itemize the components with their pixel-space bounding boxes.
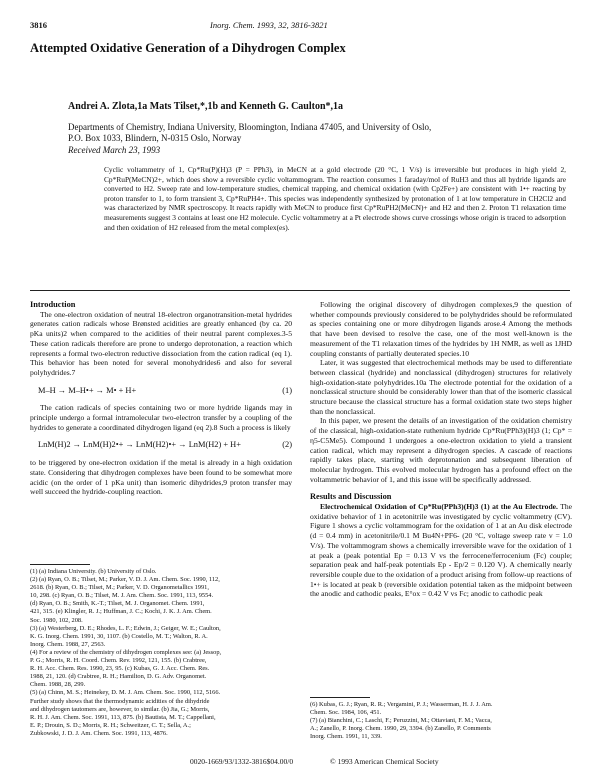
copyright: © 1993 American Chemical Society [330, 757, 439, 766]
footnote-line: (6) Kubas, G. J.; Ryan, R. R.; Vergamini, P. J.; Wasserman, H. J. J. Am. [310, 701, 493, 708]
equation-number: (1) [282, 385, 292, 395]
footnote-line: E. P.; Drouin, S. D.; Morris, R. H.; Schweitzer, C. T.; Sella, A.; [30, 721, 191, 729]
footnote-line: (5) (a) Chinn, M. S.; Heinekey, D. M. J. Am. Chem. Soc. 1990, 112, 5166. [30, 689, 221, 697]
footnote-line: Zubkowski, J. D. J. Am. Chem. Soc. 1991, 113, 4876. [30, 729, 168, 737]
paragraph: to be triggered by one-electron oxidation if the metal is already in a high oxidation state. Considering that dihydrogen complexes have been found to be somewhat more acidic (on the order of 1 pKa unit) than isomeric dihydrides,9 proton transfer may well succeed the hydride-coupling reaction. [30, 458, 292, 497]
footnote-line: A.; Zanello, P. Inorg. Chem. 1990, 29, 3394. (b) Zanello, P. Comments [310, 725, 491, 733]
footnote-rule [310, 697, 370, 698]
section-heading: Results and Discussion [310, 492, 392, 502]
author-list: Andrei A. Zlota,1a Mats Tilset,*,1b and Kenneth G. Caulton*,1a [68, 101, 344, 112]
equation-1 [30, 386, 292, 396]
footnote-line: Chem. Soc. 1984, 106, 451. [310, 709, 382, 717]
footnote-line: 421, 315. (e) Klingler, R. J.; Huffman, J. C.; Kochi, J. K. J. Am. Chem. [30, 608, 212, 616]
footnote-line: K. G. Inorg. Chem. 1991, 30, 1107. (b) Costello, M. T.; Walton, R. A. [30, 632, 208, 640]
footnote-line: Chem. 1988, 28, 299. [30, 681, 86, 689]
paragraph: The cation radicals of species containing two or more hydride ligands may in principle undergo a formal intramolecular two-electron transfer by a coupling of the hydrides to generate a coordinated dihydrogen ligand (eq 2).8 Such a process is likely [30, 403, 292, 432]
affiliation [68, 122, 558, 144]
paragraph: The one-electron oxidation of neutral 18-electron organotransition-metal hydrides generates cation radicals whose Brønsted acidities are greatly enhanced (by ca. 20 pKa units)2 when compared to the acidities of their neutral parent complexes.3-5 These cation radicals therefore are prone to undergo deprotonation, a reaction which represents a formal two-electron reductive dissociation from the cation radical (eq 1). This behavior has been noted for several monohydrides6 and also for several polyhydrides.7 [30, 309, 292, 377]
footnote-rule [30, 564, 90, 565]
footnote-line: (1) (a) Indiana University. (b) University of Oslo. [30, 568, 157, 575]
footnote-line: (2) (a) Ryan, O. B.; Tilset, M.; Parker, V. D. J. Am. Chem. Soc. 1990, 112, [30, 576, 220, 584]
footnote-line: and dihydrogen tautomers are, however, to similar. (b) Jia, G.; Morris, [30, 705, 210, 713]
footnotes-right [310, 701, 572, 741]
divider [30, 290, 570, 291]
left-column [30, 300, 292, 497]
paragraph: Later, it was suggested that electrochemical methods may be used to differentiate between classical (hydride) and nonclassical (dihydrogen) structures for relatively high-oxidation-state polyhydrides.10a The electrode potential for the oxidation of a nonclassical structure should be considerably lower than that of the isomeric classical structure because the classical structure has a formal oxidation state two steps higher than the nonclassical. [310, 358, 572, 416]
journal-citation: Inorg. Chem. 1993, 32, 3816-3821 [210, 20, 328, 30]
footnote-line: Soc. 1980, 102, 208. [30, 616, 83, 624]
affiliation-line: Departments of Chemistry, Indiana University, Bloomington, Indiana 47405, and University of Oslo, [68, 122, 432, 132]
paragraph: In this paper, we present the details of an investigation of the oxidation chemistry of the classical, high-oxidation-state ruthenium hydride Cp*Ru(PPh3)(H)3 (1; Cp* = η5-C5Me5). Compound 1 undergoes a one-electron oxidation to yield a transient cation radical, which may represent a dihydrogen species. A cascade of reactions rapidly takes place, starting with deprotonation and subsequent liberation of molecular hydrogen. This evolved molecular hydrogen has a profound effect on the voltammetric behavior of 1, and this issue will be specifically addressed. [310, 416, 572, 484]
footnote-line: (3) (a) Westerberg, D. E.; Rhodes, L. F.; Edwin, J.; Geiger, W. E.; Caulton, [30, 624, 221, 632]
footnote-line: 1988, 21, 120. (d) Crabtree, R. H.; Hamilton, D. G. Adv. Organomet. [30, 673, 207, 681]
footnote-line: 2618. (b) Ryan, O. B.; Tilset, M.; Parker, V. D. Organometallics 1991, [30, 584, 209, 592]
footnote-line: 10, 298. (c) Ryan, O. B.; Tilset, M. J. Am. Chem. Soc. 1991, 113, 9554. [30, 592, 214, 600]
footnote-line: Inorg. Chem. 1991, 11, 339. [310, 733, 382, 741]
equation-number: (2) [282, 440, 292, 450]
abstract: Cyclic voltammetry of 1, Cp*Ru(P)(H)3 (P = PPh3), in MeCN at a gold electrode (20 °C, 1 V/s) is irreversible but produces in high yield 2, Cp*RuP(MeCN)2+, which does show a reversible cyclic voltammogram. The reaction consumes 1 faraday/mol of RuH3 and thus all hydride ligands are converted to H2. Sweep rate and low-temperature studies, chemical trapping, and chemical oxidation (with Cp2Fe+) are consistent with 1•+ reacting by proton transfer to 1, to form transient 3, Cp*RuPH4+. This species was independently synthesized by protonation of 1 at low temperature in CH2Cl2 and was characterized by NMR spectroscopy. It reacts rapidly with MeCN to produce first Cp*RuPH2(MeCN)+ and H2 and then 2. Proton T1 relaxation time measurements suggest 3 contains at least one H2 molecule. Cyclic voltammetry at a Pt electrode shows curve crossings whose origin is traced to adsorption and then oxidation of H2 released from the metal complex(es). [104, 165, 566, 232]
affiliation-line: P.O. Box 1033, Blindern, N-0315 Oslo, Norway [68, 133, 242, 143]
right-column [310, 300, 572, 599]
article-title: Attempted Oxidative Generation of a Dihydrogen Complex [30, 41, 346, 55]
footnote-line: Inorg. Chem. 1988, 27, 2563. [30, 640, 106, 648]
footnote-line: Further study shows that the thermodynamic acidities of the dihydride [30, 697, 210, 705]
footnotes-left [30, 568, 292, 738]
footnote-line: (d) Ryan, O. B.; Smith, K.-T.; Tilset, M. J. Organomet. Chem. 1991, [30, 600, 205, 608]
paragraph-text: The oxidative behavior of 1 in acetonitrile was investigated by cyclic voltammetry (CV). Figure 1 shows a cyclic voltammogram for the oxidation of 1 at an Au disk electrode (d = 0.4 mm) in acetonitrile/0.1 M Bu4N+PF6- (20 °C, voltage sweep rate v = 1.0 V/s). The voltammogram shows a chemically irreversible wave for the oxidation of 1 at peak a (peak potential Ep = 0.13 V vs the ferrocene/ferrocenium (Fc) couple; separation peak and half-peak potentials Ep - Ep/2 = 0.120 V). A chemically nearly reversible couple due to the oxidation of a product arising from follow-up reactions of 1•+ is located at peak b (reversible oxidation potential taken as the midpoint between the anodic and cathodic peaks, E°ox = 0.42 V vs Fc; anodic to cathodic peak [310, 502, 572, 599]
section-heading: Introduction [30, 300, 76, 309]
equation-2 [30, 440, 292, 450]
equation-text: LnM(H)2 → LnM(H)2•+ → LnM(H2)•+ → LnM(H2) + H+ [38, 440, 241, 450]
equation-text: M–H → M–H•+ → M• + H+ [38, 385, 137, 395]
subsection-heading: Electrochemical Oxidation of Cp*Ru(PPh3)(H)3 (1) at the Au Electrode. [320, 502, 558, 512]
footnote-line: (7) (a) Bianchini, C.; Laschi, F.; Peruzzini, M.; Ottaviani, F. M.; Vacca, [310, 717, 492, 725]
paragraph: Following the original discovery of dihydrogen complexes,9 the question of whether compounds previously considered to be polyhydrides should be reformulated as species containing one or more dihydrogen ligands arose.4 Among the methods that have been devised to resolve the case, one of the most well-known is the measurement of the T1 relaxation times of the hydrides by 1H NMR, as well as 1JHD coupling constants of partially deuterated species.10 [310, 300, 572, 358]
footnote-line: R. H. J. Am. Chem. Soc. 1991, 113, 875. (b) Bautista, M. T.; Cappellani, [30, 713, 216, 721]
paragraph [310, 502, 572, 599]
footnote-line: P. G.; Morris, R. H. Coord. Chem. Rev. 1992, 121, 155. (b) Crabtree, [30, 657, 207, 665]
page-number: 3816 [30, 20, 47, 30]
footnote-line: (4) For a review of the chemistry of dihydrogen complexes see: (a) Jessop, [30, 648, 222, 656]
received-date: Received March 23, 1993 [68, 145, 161, 155]
issn-code: 0020-1669/93/1332-3816$04.00/0 [190, 757, 294, 766]
footnote-line: R. H. Acc. Chem. Res. 1990, 23, 95. (c) Kubas, G. J. Acc. Chem. Res. [30, 665, 210, 673]
